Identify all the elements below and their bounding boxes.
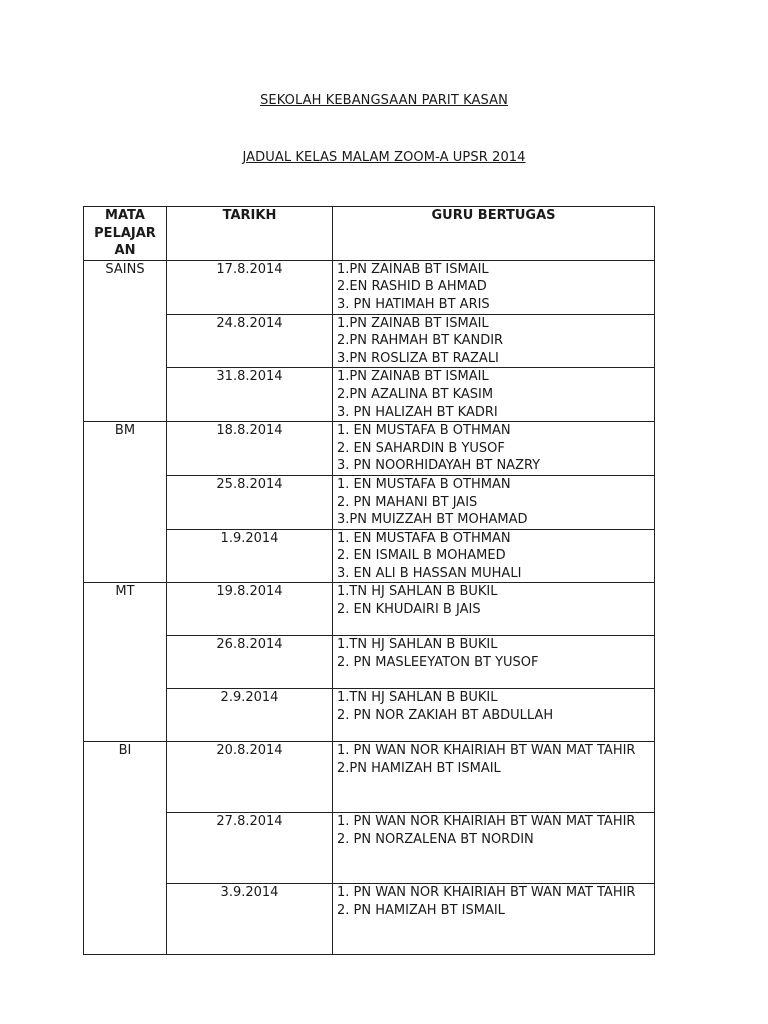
date-label: 19.8.2014 — [216, 584, 283, 600]
teacher-name: 1.PN ZAINAB BT ISMAIL — [337, 369, 489, 385]
date-cell — [167, 260, 333, 314]
date-label: 31.8.2014 — [216, 369, 283, 385]
table-row — [84, 368, 655, 422]
date-label: 1.9.2014 — [220, 530, 279, 546]
teachers-cell — [333, 689, 655, 742]
date-label: 2.9.2014 — [220, 690, 279, 706]
teacher-name: 2. EN KHUDAIRI B JAIS — [337, 602, 481, 618]
subject-label: MT — [115, 584, 135, 600]
table-header-row — [84, 207, 655, 261]
date-label: 20.8.2014 — [216, 743, 283, 759]
teacher-name: 3.PN ROSLIZA BT RAZALI — [337, 350, 499, 366]
table-row — [84, 260, 655, 314]
teacher-name: 1.PN ZAINAB BT ISMAIL — [337, 315, 489, 331]
teacher-name: 1. EN MUSTAFA B OTHMAN — [337, 423, 511, 439]
date-cell — [167, 813, 333, 884]
teachers-cell — [333, 813, 655, 884]
date-cell — [167, 529, 333, 583]
date-label: 17.8.2014 — [216, 261, 283, 277]
teacher-name: 3.PN MUIZZAH BT MOHAMAD — [337, 512, 528, 528]
teacher-name: 1. EN MUSTAFA B OTHMAN — [337, 476, 511, 492]
subject-label: SAINS — [105, 261, 145, 277]
teacher-name: 2. PN NORZALENA BT NORDIN — [337, 832, 534, 848]
header-teachers-label: GURU BERTUGAS — [431, 208, 556, 223]
teacher-name: 1.PN ZAINAB BT ISMAIL — [337, 261, 489, 277]
date-cell — [167, 422, 333, 476]
teachers-cell — [333, 314, 655, 368]
teachers-cell — [333, 260, 655, 314]
teacher-name: 1. PN WAN NOR KHAIRIAH BT WAN MAT TAHIR — [337, 814, 636, 830]
table-row — [84, 529, 655, 583]
table-row — [84, 475, 655, 529]
teacher-name: 2. EN ISMAIL B MOHAMED — [337, 548, 506, 564]
teachers-cell — [333, 368, 655, 422]
table-row — [84, 813, 655, 884]
date-cell — [167, 689, 333, 742]
table-row — [84, 583, 655, 636]
subject-cell — [84, 422, 167, 583]
subject-cell — [84, 583, 167, 742]
date-cell — [167, 368, 333, 422]
table-row — [84, 689, 655, 742]
teachers-cell — [333, 422, 655, 476]
header-date — [167, 207, 333, 261]
table-row — [84, 314, 655, 368]
teacher-name: 1. PN WAN NOR KHAIRIAH BT WAN MAT TAHIR — [337, 885, 636, 901]
table-row — [84, 742, 655, 813]
teacher-name: 3. PN HATIMAH BT ARIS — [337, 296, 490, 312]
date-cell — [167, 742, 333, 813]
teacher-name: 1.TN HJ SAHLAN B BUKIL — [337, 637, 498, 653]
teacher-name: 3. EN ALI B HASSAN MUHALI — [337, 565, 522, 581]
teacher-name: 1. EN MUSTAFA B OTHMAN — [337, 530, 511, 546]
subject-label: BI — [118, 743, 132, 759]
teacher-name: 2. EN SAHARDIN B YUSOF — [337, 440, 505, 456]
teacher-name: 1.TN HJ SAHLAN B BUKIL — [337, 584, 498, 600]
date-label: 26.8.2014 — [216, 637, 283, 653]
teacher-name: 2. PN MASLEEYATON BT YUSOF — [337, 655, 539, 671]
teachers-cell — [333, 742, 655, 813]
date-cell — [167, 475, 333, 529]
teacher-name: 3. PN HALIZAH BT KADRI — [337, 404, 498, 420]
subject-cell — [84, 742, 167, 955]
teacher-name: 2.PN RAHMAH BT KANDIR — [337, 333, 504, 349]
teacher-name: 3. PN NOORHIDAYAH BT NAZRY — [337, 458, 541, 474]
schedule-table — [83, 206, 655, 955]
table-row — [84, 636, 655, 689]
teacher-name: 2. PN NOR ZAKIAH BT ABDULLAH — [337, 708, 554, 724]
date-label: 18.8.2014 — [216, 423, 283, 439]
teacher-name: 2. PN HAMIZAH BT ISMAIL — [337, 903, 505, 919]
date-cell — [167, 884, 333, 955]
schedule-title: JADUAL KELAS MALAM ZOOM-A UPSR 2014 — [242, 150, 526, 165]
date-label: 24.8.2014 — [216, 315, 283, 331]
teacher-name: 1.TN HJ SAHLAN B BUKIL — [337, 690, 498, 706]
teacher-name: 2.EN RASHID B AHMAD — [337, 279, 487, 295]
date-cell — [167, 583, 333, 636]
table-row — [84, 422, 655, 476]
table-row — [84, 884, 655, 955]
teacher-name: 2. PN MAHANI BT JAIS — [337, 494, 478, 510]
teacher-name: 1. PN WAN NOR KHAIRIAH BT WAN MAT TAHIR — [337, 743, 636, 759]
header-date-label: TARIKH — [222, 208, 277, 223]
date-label: 3.9.2014 — [220, 885, 279, 901]
header-teachers — [333, 207, 655, 261]
header-subject-label: MATA PELAJAR AN — [94, 208, 156, 259]
date-cell — [167, 314, 333, 368]
teacher-name: 2.PN AZALINA BT KASIM — [337, 386, 494, 402]
header-subject — [84, 207, 167, 261]
school-title: SEKOLAH KEBANGSAAN PARIT KASAN — [260, 93, 508, 108]
date-cell — [167, 636, 333, 689]
teachers-cell — [333, 636, 655, 689]
schedule-body — [84, 260, 655, 955]
teachers-cell — [333, 884, 655, 955]
subject-cell — [84, 260, 167, 421]
teachers-cell — [333, 583, 655, 636]
teachers-cell — [333, 529, 655, 583]
teachers-cell — [333, 475, 655, 529]
teacher-name: 2.PN HAMIZAH BT ISMAIL — [337, 761, 501, 777]
date-label: 27.8.2014 — [216, 814, 283, 830]
date-label: 25.8.2014 — [216, 476, 283, 492]
subject-label: BM — [114, 423, 136, 439]
